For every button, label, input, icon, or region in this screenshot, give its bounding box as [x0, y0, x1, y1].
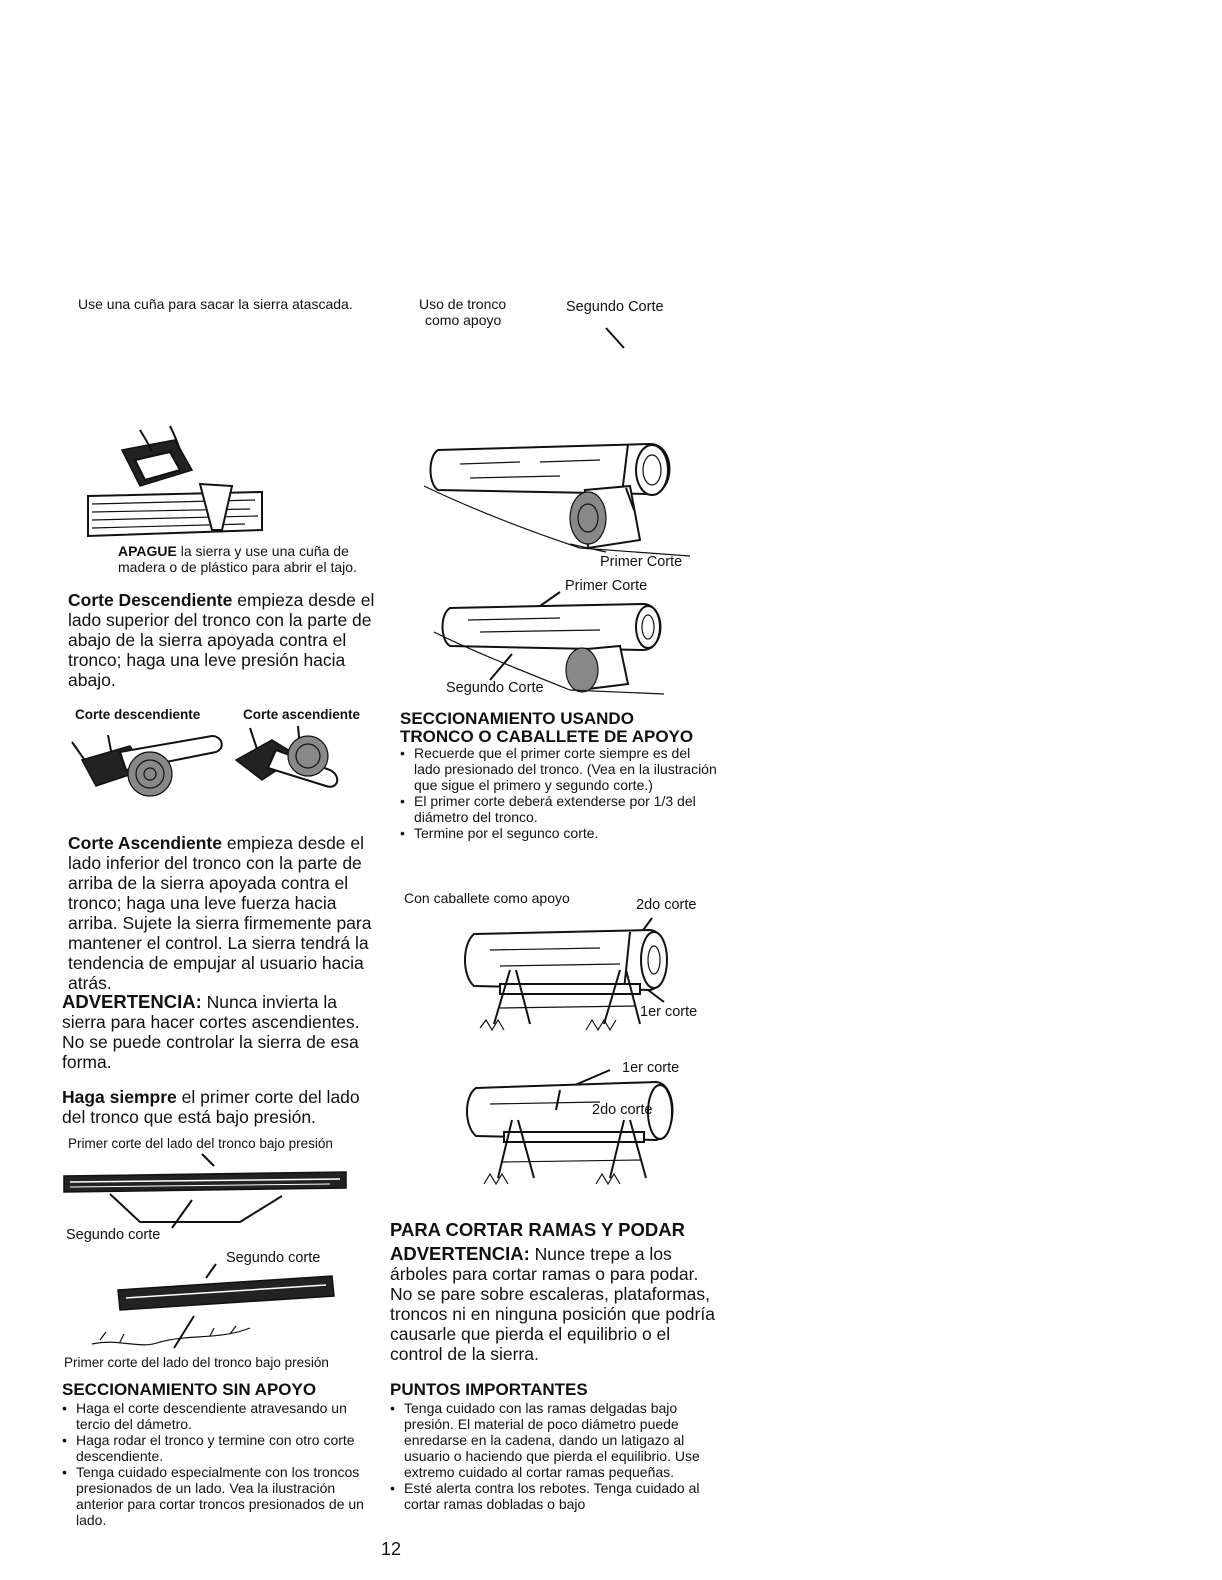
- list-item: • Haga rodar el tronco y termine con otro corte descendiente.: [60, 1432, 370, 1464]
- corte-descendiente-illustration: [64, 722, 244, 812]
- log-pressure-top-illustration: [62, 1150, 362, 1230]
- ramas-title: PARA CORTAR RAMAS Y PODAR: [390, 1219, 685, 1240]
- haga-siempre-bold: Haga siempre: [62, 1087, 177, 1107]
- label-primer-corte-presion-1: Primer corte del lado del tronco bajo presión: [68, 1136, 333, 1151]
- puntos-importantes-title: PUNTOS IMPORTANTES: [390, 1380, 588, 1399]
- seccionamiento-tronco-title-2: TRONCO O CABALLETE DE APOYO: [400, 727, 694, 746]
- label-segundo-corte-a: Segundo Corte: [566, 299, 664, 315]
- apague-caption: [118, 543, 357, 575]
- seccionamiento-sin-apoyo-title: SECCIONAMIENTO SIN APOYO: [62, 1380, 317, 1399]
- label-1er-corte-a: 1er corte: [640, 1004, 698, 1020]
- wedge-saw-illustration: [88, 420, 288, 550]
- list-item: • Recuerde que el primer corte siempre es del lado presionado del tronco. (Vea en la ilustración que sigue el primero y segundo corte.): [398, 745, 718, 793]
- advertencia-1-text: Nunca invierta la sierra para hacer cortes ascendientes. No se puede controlar la sierra de esa forma.: [62, 992, 360, 1072]
- seccionamiento-tronco-title-1: SECCIONAMIENTO USANDO: [400, 709, 634, 728]
- apague-bold: APAGUE: [118, 543, 177, 559]
- corte-descendiente-bold: Corte Descendiente: [68, 590, 233, 610]
- label-uso-tronco-1: Uso de tronco: [419, 296, 507, 312]
- corte-descendiente-text: empieza desde el lado superior del tronco con la parte de abajo de la sierra apoyada contra el tronco; haga una leve presión hacia abajo.: [68, 590, 375, 690]
- sawhorse-illustration-2: [460, 1060, 700, 1200]
- seccionamiento-sin-apoyo-list: [60, 1400, 370, 1528]
- label-corte-ascendiente: Corte ascendiente: [243, 707, 361, 722]
- list-item: • Tenga cuidado especialmente con los troncos presionados de un lado. Vea la ilustración anterior para cortar troncos presionados de un lado.: [60, 1464, 370, 1528]
- label-uso-tronco-2: como apoyo: [425, 312, 502, 328]
- advertencia-2-bold: ADVERTENCIA:: [390, 1243, 530, 1264]
- label-2do-corte-b: 2do corte: [592, 1102, 653, 1118]
- label-1er-corte-b: 1er corte: [622, 1060, 680, 1076]
- haga-siempre-paragraph: [62, 1087, 382, 1127]
- label-segundo-corte-1: Segundo corte: [66, 1227, 161, 1243]
- advertencia-1-bold: ADVERTENCIA:: [62, 991, 202, 1012]
- wedge-caption: Use una cuña para sacar la sierra atascada.: [78, 296, 353, 312]
- label-con-caballete: Con caballete como apoyo: [404, 890, 570, 906]
- seccionamiento-tronco-title: [400, 710, 693, 746]
- puntos-importantes-list: [388, 1400, 714, 1512]
- list-item: • El primer corte deberá extenderse por 1/3 del diámetro del tronco.: [398, 793, 718, 825]
- corte-descendiente-paragraph: [68, 590, 388, 690]
- list-item: • Tenga cuidado con las ramas delgadas bajo presión. El material de poco diámetro puede enredarse en la cadena, dando un latigazo al usuario o haciendo que pierda el equilibrio. Use extremo cuidado al cortar ramas pequeñas.: [388, 1400, 714, 1480]
- apague-rest-1: la sierra y use una cuña de: [176, 543, 349, 559]
- corte-ascendiente-bold: Corte Ascendiente: [68, 833, 222, 853]
- log-on-log-illustration-1: [420, 320, 700, 560]
- label-primer-corte-a: Primer Corte: [600, 554, 683, 570]
- advertencia-2-text: Nunce trepe a los árboles para cortar ramas o para podar. No se pare sobre escaleras, plataformas, troncos ni en ninguna posición que podría causarle que pierda el equilibrio o el control de la sierra.: [390, 1244, 715, 1364]
- page-number: 12: [381, 1539, 402, 1559]
- label-primer-corte-presion-2: Primer corte del lado del tronco bajo presión: [64, 1355, 329, 1370]
- label-2do-corte-a: 2do corte: [636, 897, 697, 913]
- list-item: • Haga el corte descendiente atravesando un tercio del dámetro.: [60, 1400, 370, 1432]
- label-segundo-corte-b: Segundo Corte: [446, 680, 544, 696]
- advertencia-1-paragraph: [62, 992, 382, 1072]
- sawhorse-illustration-1: [460, 910, 700, 1050]
- corte-ascendiente-paragraph: [68, 833, 388, 993]
- corte-ascendiente-illustration: [230, 722, 350, 812]
- haga-siempre-text: el primer corte del lado del tronco que está bajo presión.: [62, 1087, 360, 1127]
- list-item: • Esté alerta contra los rebotes. Tenga cuidado al cortar ramas dobladas o bajo: [388, 1480, 714, 1512]
- apague-rest-2: madera o de plástico para abrir el tajo.: [118, 559, 357, 575]
- label-primer-corte-b: Primer Corte: [565, 578, 648, 594]
- label-corte-descendiente: Corte descendiente: [75, 707, 201, 722]
- list-item: • Termine por el segunco corte.: [398, 825, 718, 841]
- log-pressure-bottom-illustration: [90, 1258, 350, 1358]
- advertencia-2-paragraph: [390, 1244, 720, 1364]
- corte-ascendiente-text: empieza desde el lado inferior del tronco con la parte de arriba de la sierra apoyada contra el tronco; haga una leve fuerza hacia arriba. Sujete la sierra firmemente para mantener el control. La sierra tendrá la tendencia de empujar al usuario hacia atrás.: [68, 833, 372, 993]
- label-segundo-corte-2: Segundo corte: [226, 1250, 321, 1266]
- seccionamiento-tronco-list: [398, 745, 718, 841]
